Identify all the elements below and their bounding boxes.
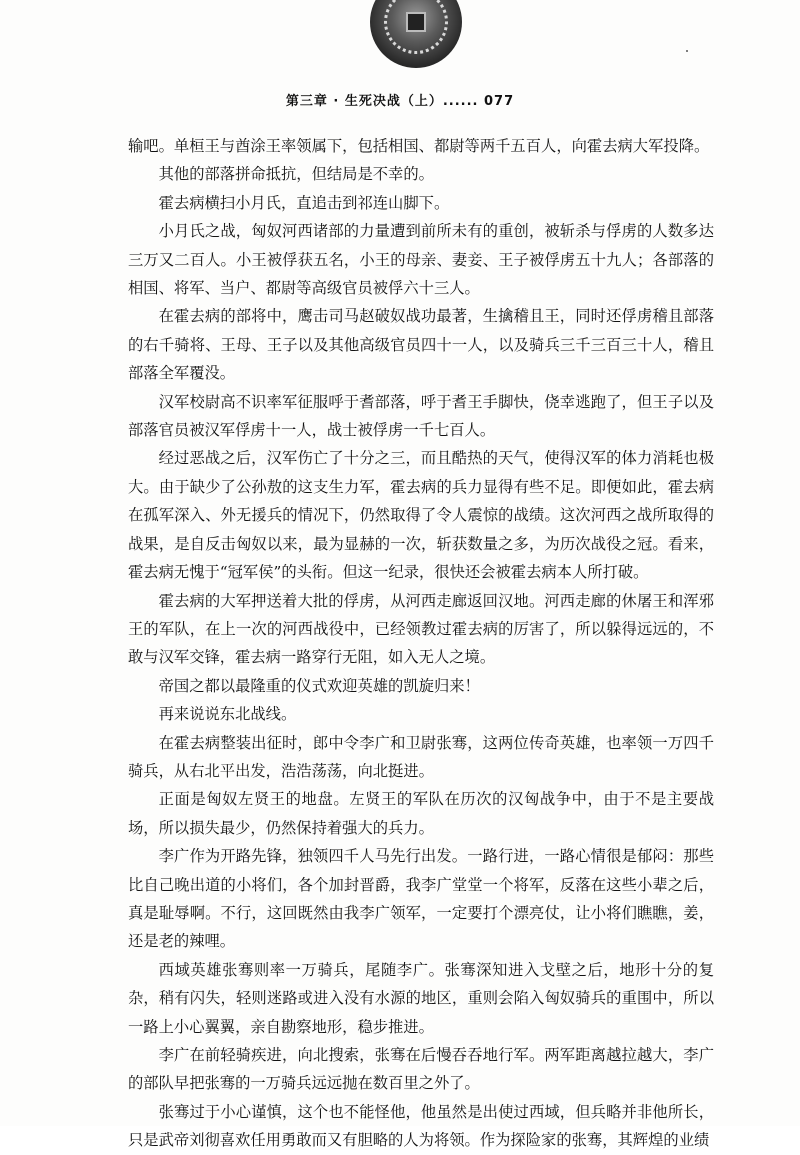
paragraph: 在霍去病的部将中，鹰击司马赵破奴战功最著，生擒稽且王，同时还俘虏稽且部落的右千骑将、王母、王子以及其他高级官员四十一人，以及骑兵三千三百三十人，稽且部落全军覆没。 bbox=[128, 307, 714, 383]
paragraph: 经过恶战之后，汉军伤亡了十分之三，而且酷热的天气，使得汉军的体力消耗也极大。由于缺少了公孙敖的这支生力军，霍去病的兵力显得有些不足。即便如此，霍去病在孤军深入、外无援兵的情况下，仍然取得了令人震惊的战绩。这次河西之战所取得的战果，是自反击匈奴以来，最为显赫的一次，斩获数量之多，为历次战役之冠。看来，霍去病无愧于“冠军侯”的头衔。但这一纪录，很快还会被霍去病本人所打破。 bbox=[128, 449, 714, 582]
running-head: 第三章 · 生死决战（上）...... 077 bbox=[285, 94, 515, 109]
paragraph: 其他的部落拼命抵抗，但结局是不幸的。 bbox=[158, 165, 434, 184]
paragraph: 霍去病的大军押送着大批的俘虏，从河西走廊返回汉地。河西走廊的休屠王和浑邪王的军队，在上一次的河西战役中，已经领教过霍去病的厉害了，所以躲得远远的，不敢与汉军交锋，霍去病一路穿行无阻，如入无人之境。 bbox=[128, 591, 714, 667]
paragraph: 汉军校尉高不识率军征服呼于耆部落，呼于耆王手脚快，侥幸逃跑了，但王子以及部落官员被汉军俘虏十一人，战士被俘虏一千七百人。 bbox=[128, 392, 714, 440]
paragraph: 再来说说东北战线。 bbox=[158, 705, 297, 724]
paragraph: 张骞过于小心谨慎，这个也不能怪他，他虽然是出使过西域，但兵略并非他所长，只是武帝刘彻喜欢任用勇敢而又有胆略的人为将领。作为探险家的张骞，其辉煌的业绩 bbox=[128, 1102, 714, 1150]
paragraph: 李广在前轻骑疾进，向北搜索，张骞在后慢吞吞地行军。两军距离越拉越大，李广的部队早把张骞的一万骑兵远远抛在数百里之外了。 bbox=[128, 1046, 714, 1093]
paragraph: 西域英雄张骞则率一万骑兵，尾随李广。张骞深知进入戈壁之后，地形十分的复杂，稍有闪失，轻则迷路或进入没有水源的地区，重则会陷入匈奴骑兵的重围中，所以一路上小心翼翼，亲自勘察地形，稳步推进。 bbox=[128, 960, 714, 1036]
bronze-mirror-icon bbox=[370, 0, 462, 68]
scan-speck bbox=[686, 50, 688, 52]
body-text bbox=[128, 132, 714, 1155]
paragraph: 李广作为开路先锋，独领四千人马先行出发。一路行进，一路心情很是郁闷：那些比自己晚出道的小将们，各个加封晋爵，我李广堂堂一个将军，反落在这些小辈之后，真是耻辱啊。不行，这回既然由我李广领军，一定要打个漂亮仗，让小将们瞧瞧，姜，还是老的辣哩。 bbox=[128, 847, 714, 951]
paragraph: 霍去病横扫小月氏，直追击到祁连山脚下。 bbox=[158, 193, 450, 212]
ornament-center bbox=[406, 12, 426, 32]
paragraph: 正面是匈奴左贤王的地盘。左贤王的军队在历次的汉匈战争中，由于不是主要战场，所以损失最少，仍然保持着强大的兵力。 bbox=[128, 790, 714, 837]
paragraph: 小月氏之战，匈奴河西诸部的力量遭到前所未有的重创，被斩杀与俘虏的人数多达三万又二百人。小王被俘获五名，小王的母亲、妻妾、王子被俘虏五十九人；各部落的相国、将军、当户、都尉等高级官员被俘六十三人。 bbox=[128, 222, 714, 298]
paragraph: 帝国之都以最隆重的仪式欢迎英雄的凯旋归来！ bbox=[158, 676, 480, 695]
paragraph: 输吧。单桓王与酋涂王率领属下，包括相国、都尉等两千五百人，向霍去病大军投降。 bbox=[128, 137, 710, 155]
paragraph: 在霍去病整装出征时，郎中令李广和卫尉张骞，这两位传奇英雄，也率领一万四千骑兵，从右北平出发，浩浩荡荡，向北挺进。 bbox=[128, 733, 714, 780]
